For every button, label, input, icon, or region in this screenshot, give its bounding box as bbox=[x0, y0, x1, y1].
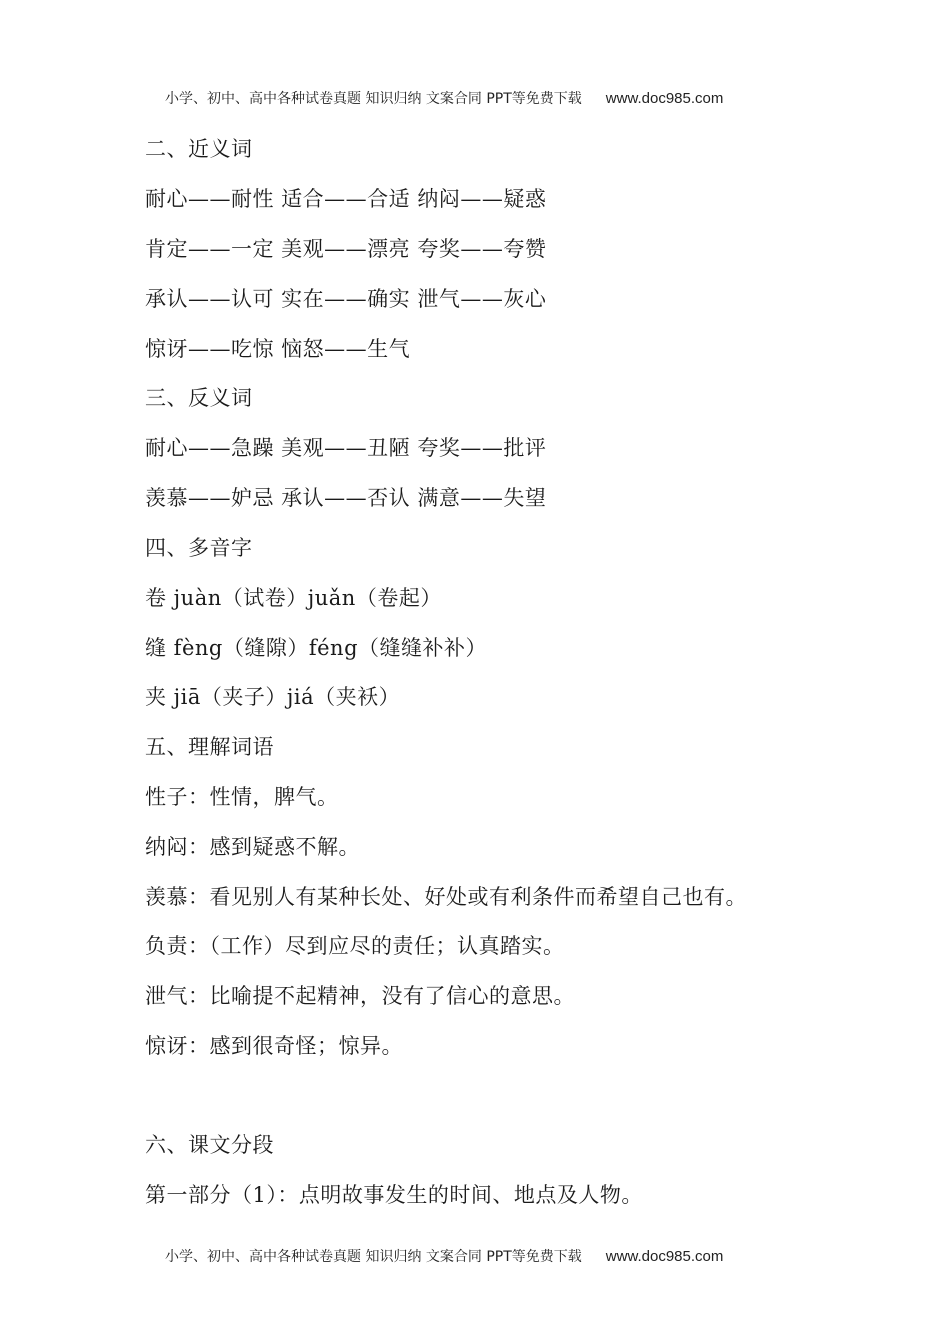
text-line: 耐心——耐性 适合——合适 纳闷——疑惑 bbox=[145, 187, 547, 211]
text-line: 肯定——一定 美观——漂亮 夸奖——夸赞 bbox=[145, 237, 547, 261]
section-heading-synonyms: 二、近义词 bbox=[145, 137, 253, 161]
section-heading-polyphones: 四、多音字 bbox=[145, 536, 253, 560]
page-footer bbox=[165, 1246, 723, 1266]
text-line: 卷 juàn（试卷）juǎn（卷起） bbox=[145, 586, 442, 610]
text-line: 羡慕——妒忌 承认——否认 满意——失望 bbox=[145, 486, 547, 510]
text-line: 承认——认可 实在——确实 泄气——灰心 bbox=[145, 287, 547, 311]
text-line: 惊讶：感到很奇怪；惊异。 bbox=[145, 1034, 403, 1058]
footer-text: 小学、初中、高中各种试卷真题 知识归纳 文案合同 PPT等免费下载 bbox=[165, 1249, 582, 1265]
header-site-link[interactable]: www.doc985.com bbox=[605, 90, 724, 107]
section-heading-antonyms: 三、反义词 bbox=[145, 386, 253, 410]
text-line: 第一部分（1）：点明故事发生的时间、地点及人物。 bbox=[145, 1183, 643, 1207]
text-line: 惊讶——吃惊 恼怒——生气 bbox=[145, 337, 411, 361]
section-heading-paragraphs: 六、课文分段 bbox=[145, 1133, 274, 1157]
footer-site-link[interactable]: www.doc985.com bbox=[605, 1248, 724, 1265]
text-line: 耐心——急躁 美观——丑陋 夸奖——批评 bbox=[145, 436, 547, 460]
text-line: 泄气：比喻提不起精神，没有了信心的意思。 bbox=[145, 984, 575, 1008]
text-line: 负责：（工作）尽到应尽的责任；认真踏实。 bbox=[145, 934, 565, 958]
header-text: 小学、初中、高中各种试卷真题 知识归纳 文案合同 PPT等免费下载 bbox=[165, 91, 582, 107]
text-line: 缝 fèng（缝隙）féng（缝缝补补） bbox=[145, 636, 488, 660]
section-heading-vocabulary: 五、理解词语 bbox=[145, 735, 274, 759]
page-header bbox=[165, 88, 723, 108]
text-line: 纳闷：感到疑惑不解。 bbox=[145, 835, 360, 859]
text-line: 夹 jiā（夹子）jiá（夹袄） bbox=[145, 685, 401, 709]
text-line: 羡慕：看见别人有某种长处、好处或有利条件而希望自己也有。 bbox=[145, 885, 747, 909]
text-line: 性子：性情，脾气。 bbox=[145, 785, 339, 809]
